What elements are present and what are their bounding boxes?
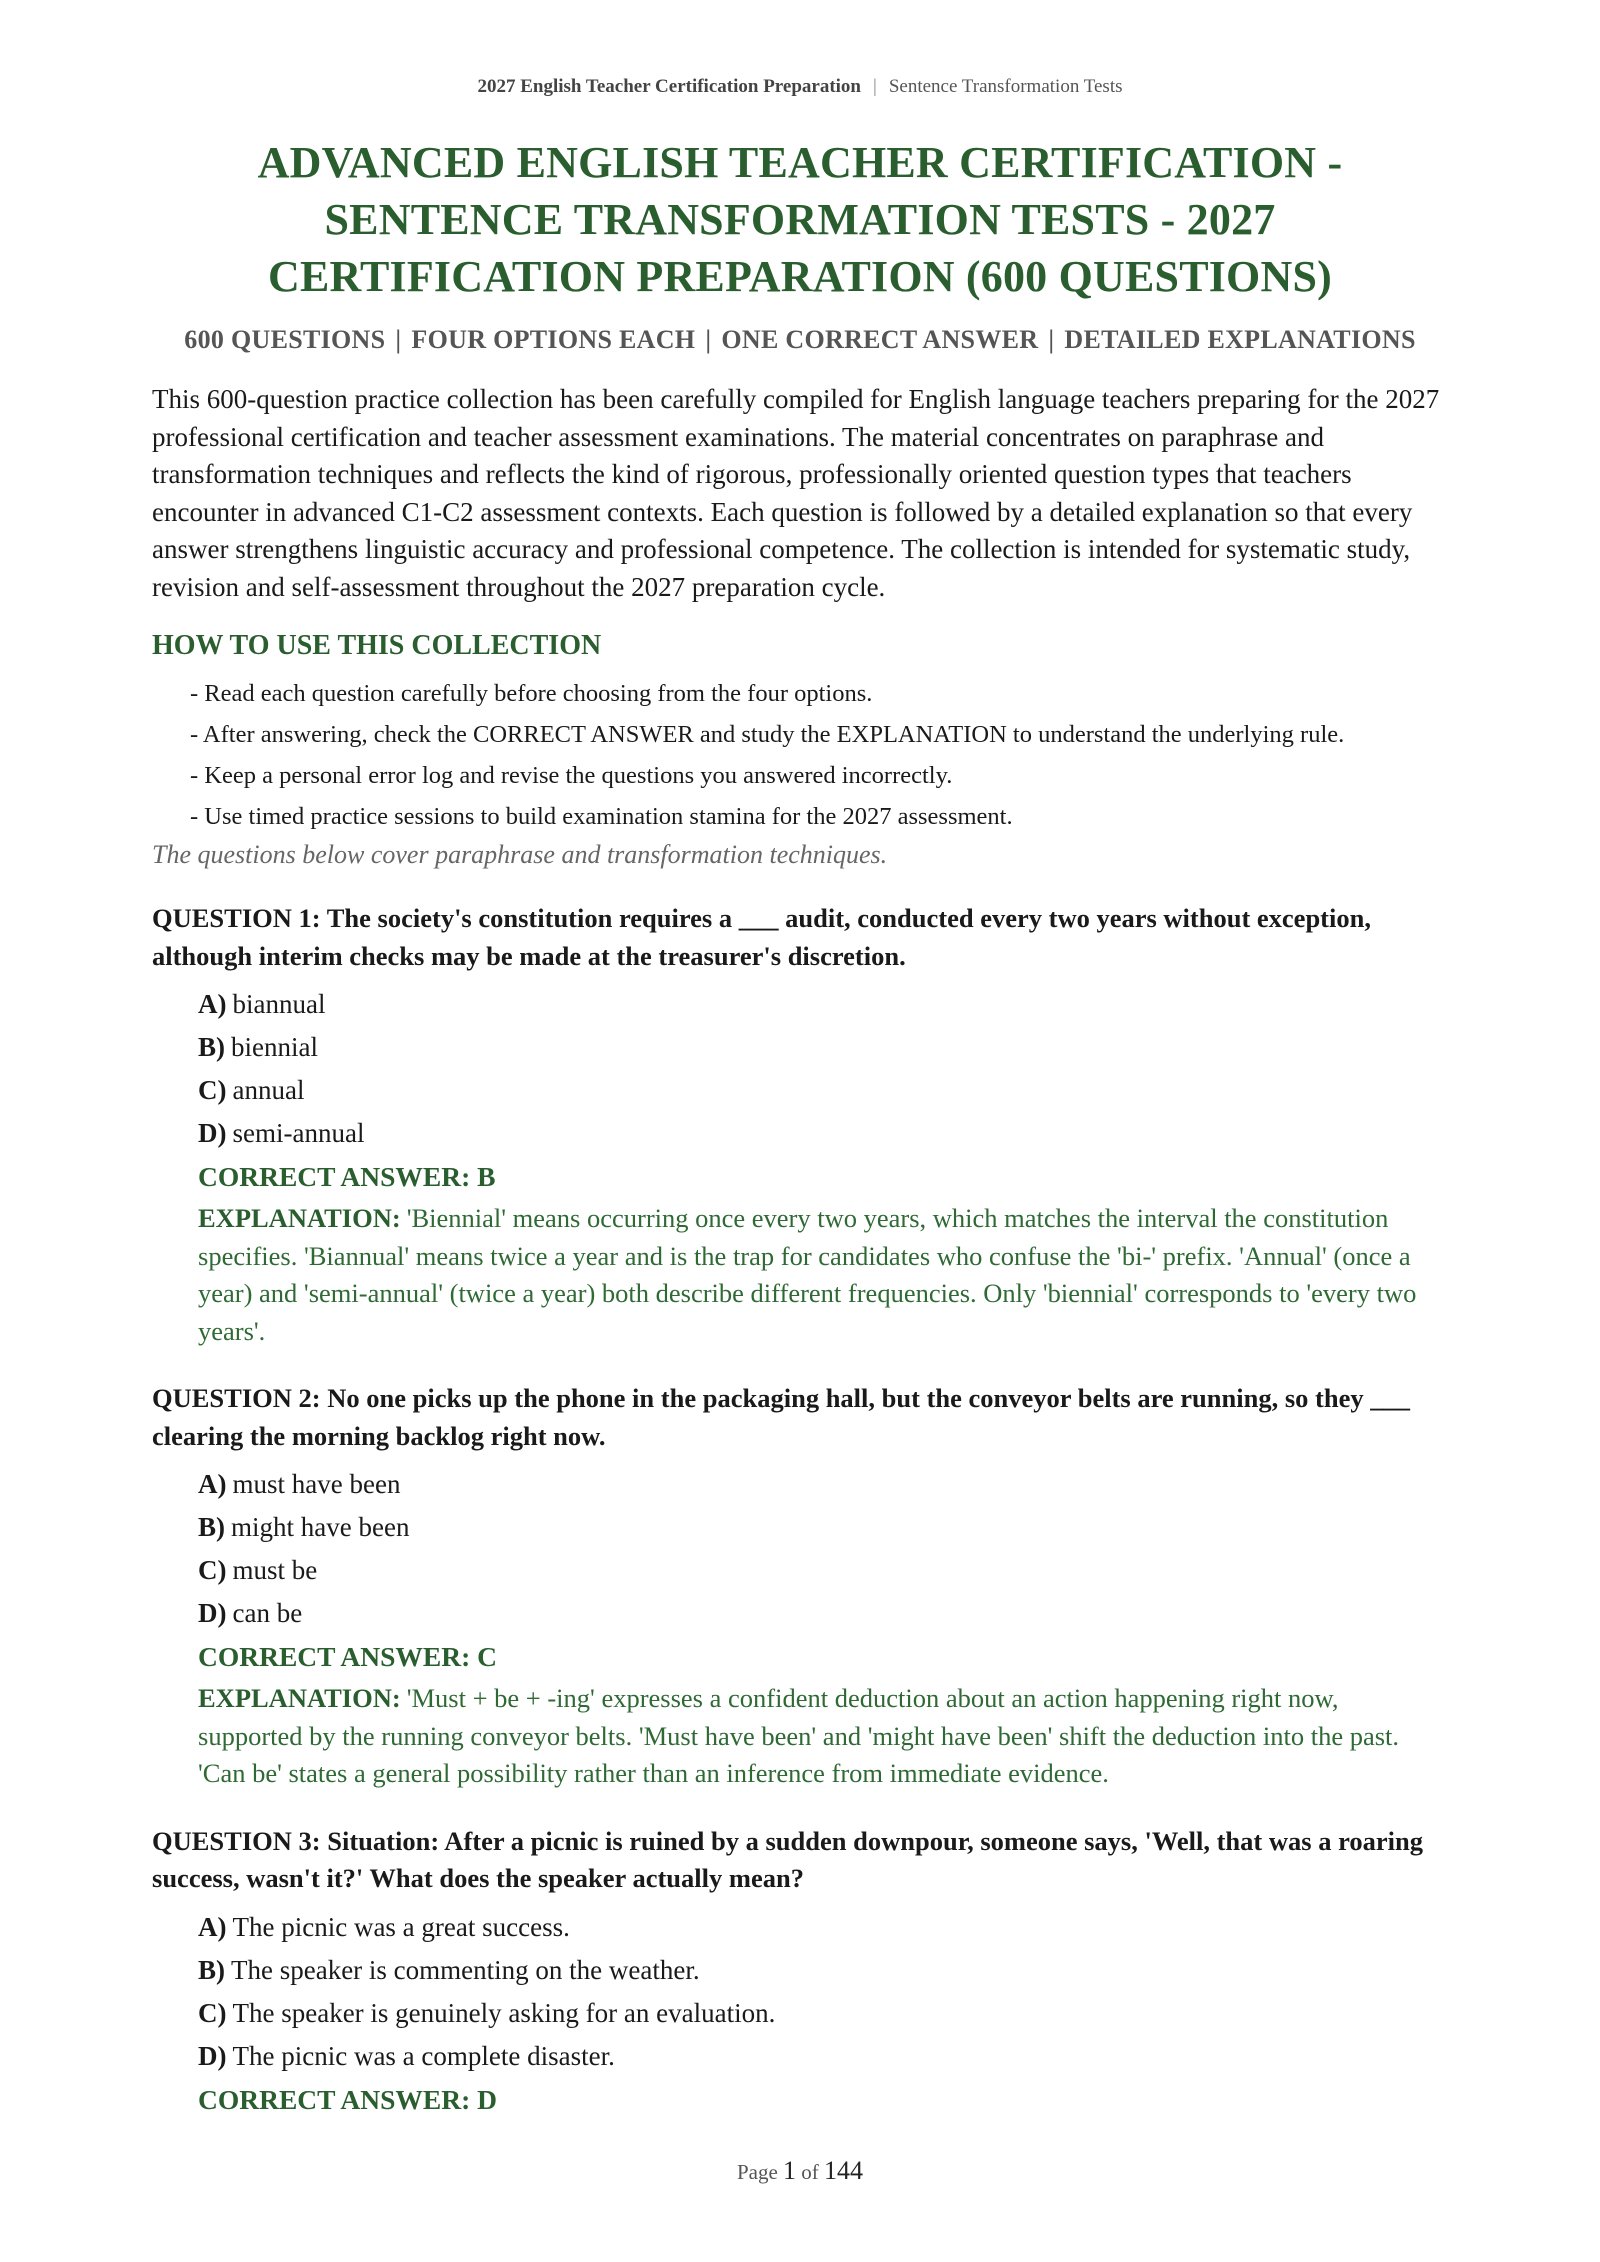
howto-list <box>152 676 1448 834</box>
option-letter: C) <box>198 1555 227 1585</box>
explanation <box>198 1200 1448 1350</box>
explanation-text: 'Biennial' means occurring once every two years, which matches the interval the constitution specifies. 'Biannual' means twice a year and is the trap for candidates who confuse the 'bi-' prefix. 'Annual' (once a year) and 'semi-annual' (twice a year) both describe different frequencies. Only 'biennial' corresponds to 'every two years'. <box>198 1203 1417 1346</box>
subtitle-separator: | <box>705 325 712 354</box>
option-letter: C) <box>198 1075 227 1105</box>
option-text: The speaker is genuinely asking for an evaluation. <box>232 1997 776 2028</box>
option-c <box>198 1549 1448 1592</box>
option-text: The speaker is commenting on the weather. <box>231 1954 700 1985</box>
option-text: might have been <box>231 1512 410 1542</box>
option-text: must have been <box>232 1469 401 1499</box>
option-b <box>198 1026 1448 1069</box>
option-text: biennial <box>231 1032 318 1062</box>
question-text: QUESTION 1: The society's constitution requires a ___ audit, conducted every two years without exception, although interim checks may be made at the treasurer's discretion. <box>152 903 1371 971</box>
running-head-separator: | <box>873 76 877 97</box>
option-text: annual <box>232 1075 305 1105</box>
intro-paragraph: This 600-question practice collection has been carefully compiled for English language teachers preparing for the 2027 professional certification and teacher assessment examinations. The material concentrates on paraphrase and transformation techniques and reflects the kind of rigorous, professionally oriented question types that teachers encounter in advanced C1-C2 assessment contexts. Each question is followed by a detailed explanation so that every answer strengthens linguistic accuracy and professional competence. The collection is intended for systematic study, revision and self-assessment throughout the 2027 preparation cycle. <box>152 384 1440 602</box>
options-list <box>152 1906 1448 2078</box>
page-content <box>152 134 1448 2121</box>
page-title: ADVANCED ENGLISH TEACHER CERTIFICATION - SENTENCE TRANSFORMATION TESTS - 2027 CERTIFICATION PREPARATION (600 QUESTIONS) <box>257 138 1343 301</box>
option-a <box>198 1463 1448 1506</box>
subtitle-line <box>152 325 1448 355</box>
option-letter: B) <box>198 1954 225 1985</box>
answer-label: CORRECT ANSWER: <box>198 2083 471 2115</box>
option-d <box>198 2035 1448 2078</box>
correct-answer <box>198 1635 1448 1678</box>
answer-label: CORRECT ANSWER: <box>198 1161 471 1192</box>
subtitle-separator: | <box>1048 325 1055 354</box>
subtitle-item: DETAILED EXPLANATIONS <box>1064 325 1416 354</box>
option-a <box>198 983 1448 1026</box>
option-letter: D) <box>198 1598 227 1628</box>
question-1 <box>152 900 1448 1350</box>
question-text: QUESTION 2: No one picks up the phone in the packaging hall, but the conveyor belts are running, so they ___ clearing the morning backlog right now. <box>152 1383 1410 1451</box>
options-list <box>152 1463 1448 1635</box>
howto-item: - Use timed practice sessions to build examination stamina for the 2027 assessment. <box>190 803 1013 830</box>
answer-value: D <box>477 2083 497 2115</box>
page-footer <box>0 2156 1600 2186</box>
correct-answer <box>198 2078 1448 2121</box>
howto-item: - After answering, check the CORRECT ANSWER and study the EXPLANATION to understand the underlying rule. <box>190 721 1345 748</box>
option-b <box>198 1506 1448 1549</box>
subtitle-item: FOUR OPTIONS EACH <box>411 325 696 354</box>
option-text: semi-annual <box>232 1118 365 1148</box>
question-text: QUESTION 3: Situation: After a picnic is ruined by a sudden downpour, someone says, 'Well, that was a roaring success, wasn't it?' What does the speaker actually mean? <box>152 1825 1423 1893</box>
howto-item: - Keep a personal error log and revise the questions you answered incorrectly. <box>190 762 953 789</box>
page-word: Page <box>736 2160 778 2184</box>
explanation <box>198 1680 1448 1793</box>
explanation-text: 'Must + be + -ing' expresses a confident deduction about an action happening right now, supported by the running conveyor belts. 'Must have been' and 'might have been' shift the deduction into the past. 'Can be' states a general possibility rather than an inference from immediate evidence. <box>198 1683 1400 1788</box>
explanation-label: EXPLANATION: <box>198 1683 401 1713</box>
page-number: 1 <box>783 2156 797 2185</box>
subtitle-item: ONE CORRECT ANSWER <box>721 325 1039 354</box>
howto-item: - Read each question carefully before choosing from the four options. <box>190 680 873 707</box>
option-letter: B) <box>198 1032 225 1062</box>
option-d <box>198 1112 1448 1155</box>
howto-heading: HOW TO USE THIS COLLECTION <box>152 630 602 661</box>
option-c <box>198 1069 1448 1112</box>
option-text: can be <box>232 1598 303 1628</box>
subtitle-separator: | <box>395 325 402 354</box>
option-b <box>198 1949 1448 1992</box>
option-letter: B) <box>198 1512 225 1542</box>
option-a <box>198 1906 1448 1949</box>
correct-answer <box>198 1155 1448 1198</box>
options-list <box>152 983 1448 1155</box>
option-letter: A) <box>198 1469 227 1499</box>
subtitle-item: 600 QUESTIONS <box>184 325 386 354</box>
option-text: must be <box>232 1555 318 1585</box>
option-d <box>198 1592 1448 1635</box>
question-2 <box>152 1380 1448 1793</box>
option-letter: C) <box>198 1997 227 2028</box>
section-note: The questions below cover paraphrase and transformation techniques. <box>152 840 888 869</box>
explanation-label: EXPLANATION: <box>198 1203 401 1233</box>
option-c <box>198 1992 1448 2035</box>
option-letter: A) <box>198 989 227 1019</box>
answer-label: CORRECT ANSWER: <box>198 1641 471 1672</box>
option-letter: D) <box>198 1118 227 1148</box>
answer-value: B <box>477 1161 496 1192</box>
option-letter: A) <box>198 1911 227 1942</box>
running-head-section: Sentence Transformation Tests <box>888 76 1123 97</box>
option-text: The picnic was a complete disaster. <box>232 2040 615 2071</box>
option-letter: D) <box>198 2040 227 2071</box>
page-total: 144 <box>824 2156 864 2185</box>
running-head <box>0 76 1600 98</box>
answer-value: C <box>477 1641 497 1672</box>
running-head-title: 2027 English Teacher Certification Preparation <box>477 76 861 97</box>
option-text: The picnic was a great success. <box>232 1911 570 1942</box>
question-3 <box>152 1823 1448 2121</box>
of-word: of <box>801 2160 819 2184</box>
option-text: biannual <box>232 989 326 1019</box>
